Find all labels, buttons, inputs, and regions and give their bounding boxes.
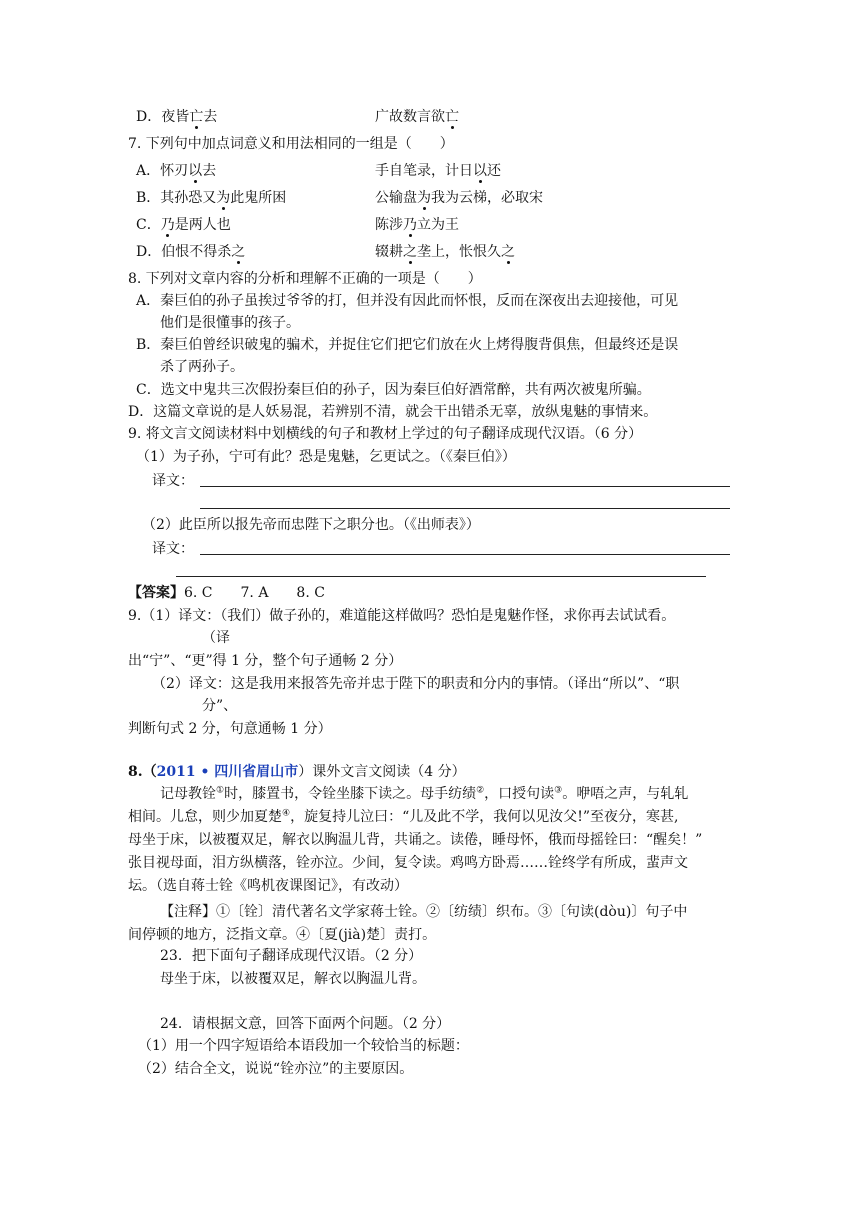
text-seg: B．其孙恐又 <box>136 190 217 206</box>
q9-stem: 9. 将文言文阅读材料中划横线的句子和教材上学过的句子翻译成现代汉语。（6 分） <box>128 426 643 442</box>
q7-option-a-right <box>375 162 501 180</box>
text-seg: 相间。儿怠，则少加夏楚 <box>128 809 282 825</box>
text-seg: 立为王 <box>417 217 459 233</box>
section-number: 8.（ <box>128 764 157 780</box>
text-seg: 是两人也 <box>174 217 231 233</box>
q9-sentence-1: （1）为子孙，宁可有此？恐是鬼魅，乞更试之。（《秦巨伯》） <box>136 449 516 465</box>
answer-text: 6. C 7. A 8. C <box>184 585 325 601</box>
q8-option-c: C．选文中鬼共三次假扮秦巨伯的孙子，因为秦巨伯好酒常醉，共有两次被鬼所骗。 <box>136 382 651 398</box>
answer-line[interactable] <box>200 554 730 555</box>
text-seg: C． <box>136 217 161 233</box>
footnote-marker: ③ <box>554 785 563 796</box>
passage-line-2 <box>128 808 678 826</box>
answer-label: 【答案】 <box>128 585 184 601</box>
q23-stem: 23．把下面句子翻译成现代汉语。（2 分） <box>160 948 423 964</box>
q7-option-d-left <box>136 243 245 261</box>
answer-9-2-cont: 判断句式 2 分，句意通畅 1 分） <box>128 721 332 737</box>
text-seg: 此鬼所困 <box>230 190 287 206</box>
note-line-1: 【注释】①〔铨〕清代著名文学家蒋士铨。②〔纺绩〕织布。③〔句读(dòu)〕句子中 <box>160 904 688 920</box>
text-seg: 记母教铨 <box>160 786 216 802</box>
text-seg: ，口授句读 <box>484 786 555 802</box>
q8-option-a-line1: A．秦巨伯的孙子虽挨过爷爷的打，但并没有因此而怀恨，反而在深夜出去迎接他，可见 <box>136 293 679 309</box>
q7-stem: 7. 下列句中加点词意义和用法相同的一组是（ ） <box>128 136 454 152</box>
q7-option-b-right <box>375 189 543 207</box>
text-seg: 。咿唔之声，与轧轧 <box>562 786 689 802</box>
passage-line-3: 母坐于床，以被覆双足，解衣以胸温儿背，共诵之。读倦，睡母怀，俄而母摇铨曰：“醒矣！” <box>128 832 703 848</box>
q7-option-b-left <box>136 189 286 207</box>
dotted-char: 亡 <box>445 109 459 125</box>
dotted-char: 之 <box>231 244 246 260</box>
section8-title <box>128 763 466 781</box>
footnote-marker: ④ <box>282 808 291 819</box>
answer-9-2-wrap: 分”、 <box>202 698 238 714</box>
dotted-char: 乃 <box>403 217 417 233</box>
source-link[interactable]: 2011 • 四川省眉山市 <box>156 764 299 780</box>
answer-line[interactable] <box>176 576 706 577</box>
q7-option-d-right <box>375 243 515 261</box>
q6-option-d-left <box>136 108 217 126</box>
answer-line[interactable] <box>200 486 730 487</box>
dotted-char: 之 <box>501 244 515 260</box>
text-seg: 垄上，怅恨久 <box>417 244 501 260</box>
text-seg: D．伯恨不得杀 <box>136 244 232 260</box>
q7-option-a-left <box>136 162 216 180</box>
dotted-char: 以 <box>473 163 487 179</box>
text-seg: ，旋复持儿泣曰：“儿及此不学，我何以见汝父!”至夜分，寒甚, <box>290 809 679 825</box>
dotted-char: 乃 <box>160 217 175 233</box>
q9-yiwen-label-1: 译文： <box>152 473 194 489</box>
q8-option-a-line2: 他们是很懂事的孩子。 <box>160 315 300 331</box>
footnote-marker: ② <box>476 785 485 796</box>
text-seg: 辍耕 <box>375 244 403 260</box>
answer-key <box>128 584 325 602</box>
q7-option-c-left <box>136 216 231 234</box>
text-seg: 陈涉 <box>375 217 403 233</box>
q8-option-b-line1: B．秦巨伯曾经识破鬼的骗术，并捉住它们把它们放在火上烤得腹背俱焦，但最终还是误 <box>136 337 679 353</box>
q7-option-c-right <box>375 216 459 234</box>
passage-line-5: 坛。（选自蒋士铨《鸣机夜课图记》，有改动） <box>128 878 408 894</box>
passage-line-1 <box>160 785 688 803</box>
text-seg: 公输盘 <box>375 190 417 206</box>
text-seg: 去 <box>203 109 218 125</box>
passage-line-4: 张目视母面，泪方纵横落，铨亦泣。少间，复令读。鸡鸣方卧焉……铨终学有所成，蜚声文 <box>128 855 688 871</box>
text-seg: D．夜皆 <box>136 109 190 125</box>
answer-9-2: （2）译文：这是我用来报答先帝并忠于陛下的职责和分内的事情。（译出“所以”、“职 <box>152 676 680 692</box>
q9-yiwen-label-2: 译文： <box>152 541 194 557</box>
q24-stem: 24．请根据文意，回答下面两个问题。（2 分） <box>160 1016 451 1032</box>
q8-stem: 8. 下列对文章内容的分析和理解不正确的一项是（ ） <box>128 271 482 287</box>
q8-option-d: D．这篇文章说的是人妖易混，若辨别不清，就会干出错杀无辜，放纵鬼魅的事情来。 <box>128 404 658 420</box>
dotted-char: 为 <box>216 190 231 206</box>
q24-part-1: （1）用一个四字短语给本语段加一个较恰当的标题： <box>138 1038 469 1054</box>
q23-sentence: 母坐于床，以被覆双足，解衣以胸温儿背。 <box>160 971 426 987</box>
dotted-char: 以 <box>188 163 203 179</box>
note-line-2: 间停顿的地方，泛指文章。④〔夏(jià)楚〕责打。 <box>128 927 437 943</box>
q9-sentence-2: （2）此臣所以报先帝而忠陛下之职分也。（《出师表》） <box>142 517 480 533</box>
dotted-char: 为 <box>417 190 431 206</box>
dotted-char: 之 <box>403 244 417 260</box>
dotted-char: 亡 <box>189 109 204 125</box>
text-seg: 去 <box>202 163 217 179</box>
answer-9-1-wrap: （译 <box>202 630 230 646</box>
answer-line[interactable] <box>200 508 730 509</box>
text-seg: A．怀刃 <box>136 163 189 179</box>
answer-9-1: 9.（1）译文：（我们）做子孙的，难道能这样做吗？恐怕是鬼魅作怪，求你再去试试看。 <box>128 608 676 624</box>
text-seg: 广故数言欲 <box>375 109 445 125</box>
text-seg: 手自笔录，计日 <box>375 163 473 179</box>
q6-option-d-right <box>375 108 459 126</box>
answer-9-1-cont: 出“宁”、“更”得 1 分，整个句子通畅 2 分） <box>128 653 403 669</box>
q8-option-b-line2: 杀了两孙子。 <box>160 359 244 375</box>
q24-part-2: （2）结合全文，说说“铨亦泣”的主要原因。 <box>138 1061 414 1077</box>
section-title-rest: ）课外文言文阅读（4 分） <box>298 764 466 780</box>
footnote-marker: ① <box>216 785 225 796</box>
text-seg: 我为云梯，必取宋 <box>431 190 543 206</box>
text-seg: 时，膝置书，令铨坐膝下读之。母手纺绩 <box>224 786 477 802</box>
text-seg: 还 <box>487 163 501 179</box>
